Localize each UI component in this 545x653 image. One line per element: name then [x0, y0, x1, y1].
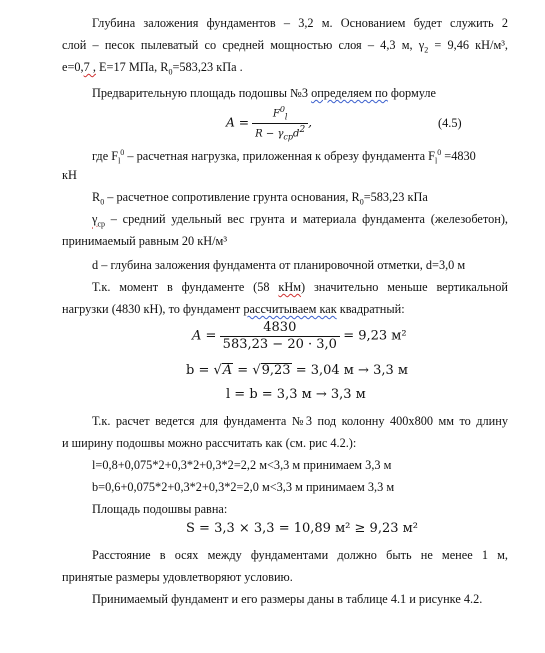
- equation-side-b: b = √A = √9,23 = 3,04 м → 3,3 м: [186, 363, 408, 378]
- equation-area: A = $\frac{4830}{583,23 - 20 \cdot 3,0}$ = 9,23 м²: [192, 320, 407, 352]
- area-label: Площадь подошвы равна:: [92, 502, 228, 516]
- paragraph-6: Принимаемый фундамент и его размеры даны в таблице 4.1 и рисунке 4.2.: [92, 592, 483, 606]
- equation-side-l: l = b = 3,3 м → 3,3 м: [226, 387, 366, 402]
- equation-footing-area: S = 3,3 × 3,3 = 10,89 м² ≥ 9,23 м²: [186, 521, 418, 536]
- paragraph-3-line-1: Т.к. момент в фундаменте (58 кНм) значительно меньше вертикальной: [92, 280, 508, 294]
- paragraph-4-line-2: и ширину подошвы можно рассчитать как (см. рис 4.2.):: [62, 436, 357, 450]
- paragraph-5-line-1: Расстояние в осях между фундаментами должно быть не менее 1 м,: [92, 548, 508, 562]
- calculation-width: b=0,6+0,075*2+0,3*2+0,3*2=2,0 м<3,3 м принимаем 3,3 м: [92, 480, 395, 494]
- paragraph-1-line-2: слой – песок пылеватый со средней мощностью слоя – 4,3 м, $\gamma_2 = 9,46$ кН/м³,: [62, 38, 508, 55]
- calculation-length: l=0,8+0,075*2+0,3*2+0,3*2=2,2 м<3,3 м принимаем 3,3 м: [92, 458, 392, 472]
- definition-load-line-2: кН: [62, 168, 77, 182]
- formula-fraction: $\frac{F^0_l}{R - \gamma_{ср}d^2}$: [252, 104, 308, 144]
- definition-unit-weight: $\gamma_{ср}$ – средний удельный вес грунта и материала фундамента (железобетон),: [92, 212, 508, 229]
- paragraph-3-line-2: нагрузки (4830 кН), то фундамент рассчитываем как квадратный:: [62, 302, 405, 316]
- paragraph-4-line-1: Т.к. расчет ведется для фундамента №3 под колонну 400х800 мм то длину: [92, 414, 508, 428]
- definition-soil-resistance: $R_0$ – расчетное сопротивление грунта основания, $R_0=583,23$ кПа: [92, 190, 428, 207]
- equation-area-fraction: $\frac{4830}{583,23 - 20 \cdot 3,0}$: [220, 320, 340, 353]
- paragraph-1-line-3: е=0,7 , Е=17 МПа, $R_0=583,23$ кПа .: [62, 60, 243, 77]
- paragraph-2: Предварительную площадь подошвы №3 определяем по формуле: [92, 86, 436, 100]
- definition-unit-weight-line-2: принимаемый равным 20 кН/м³: [62, 234, 228, 248]
- definition-depth: d – глубина заложения фундамента от планировочной отметки, d=3,0 м: [92, 258, 466, 272]
- formula-4-5: A = $\frac{F^0_l}{R - \gamma_{ср}d^2}$ ,: [226, 105, 313, 142]
- paragraph-5-line-2: принятые размеры удовлетворяют условию.: [62, 570, 293, 584]
- paragraph-1-line-1: Глубина заложения фундаментов – 3,2 м. Основанием будет служить 2: [92, 16, 508, 30]
- definition-load: где $F_l^0$ – расчетная нагрузка, приложенная к обрезу фундамента $F_l^0 =4830$: [92, 148, 476, 166]
- formula-number: (4.5): [438, 116, 462, 130]
